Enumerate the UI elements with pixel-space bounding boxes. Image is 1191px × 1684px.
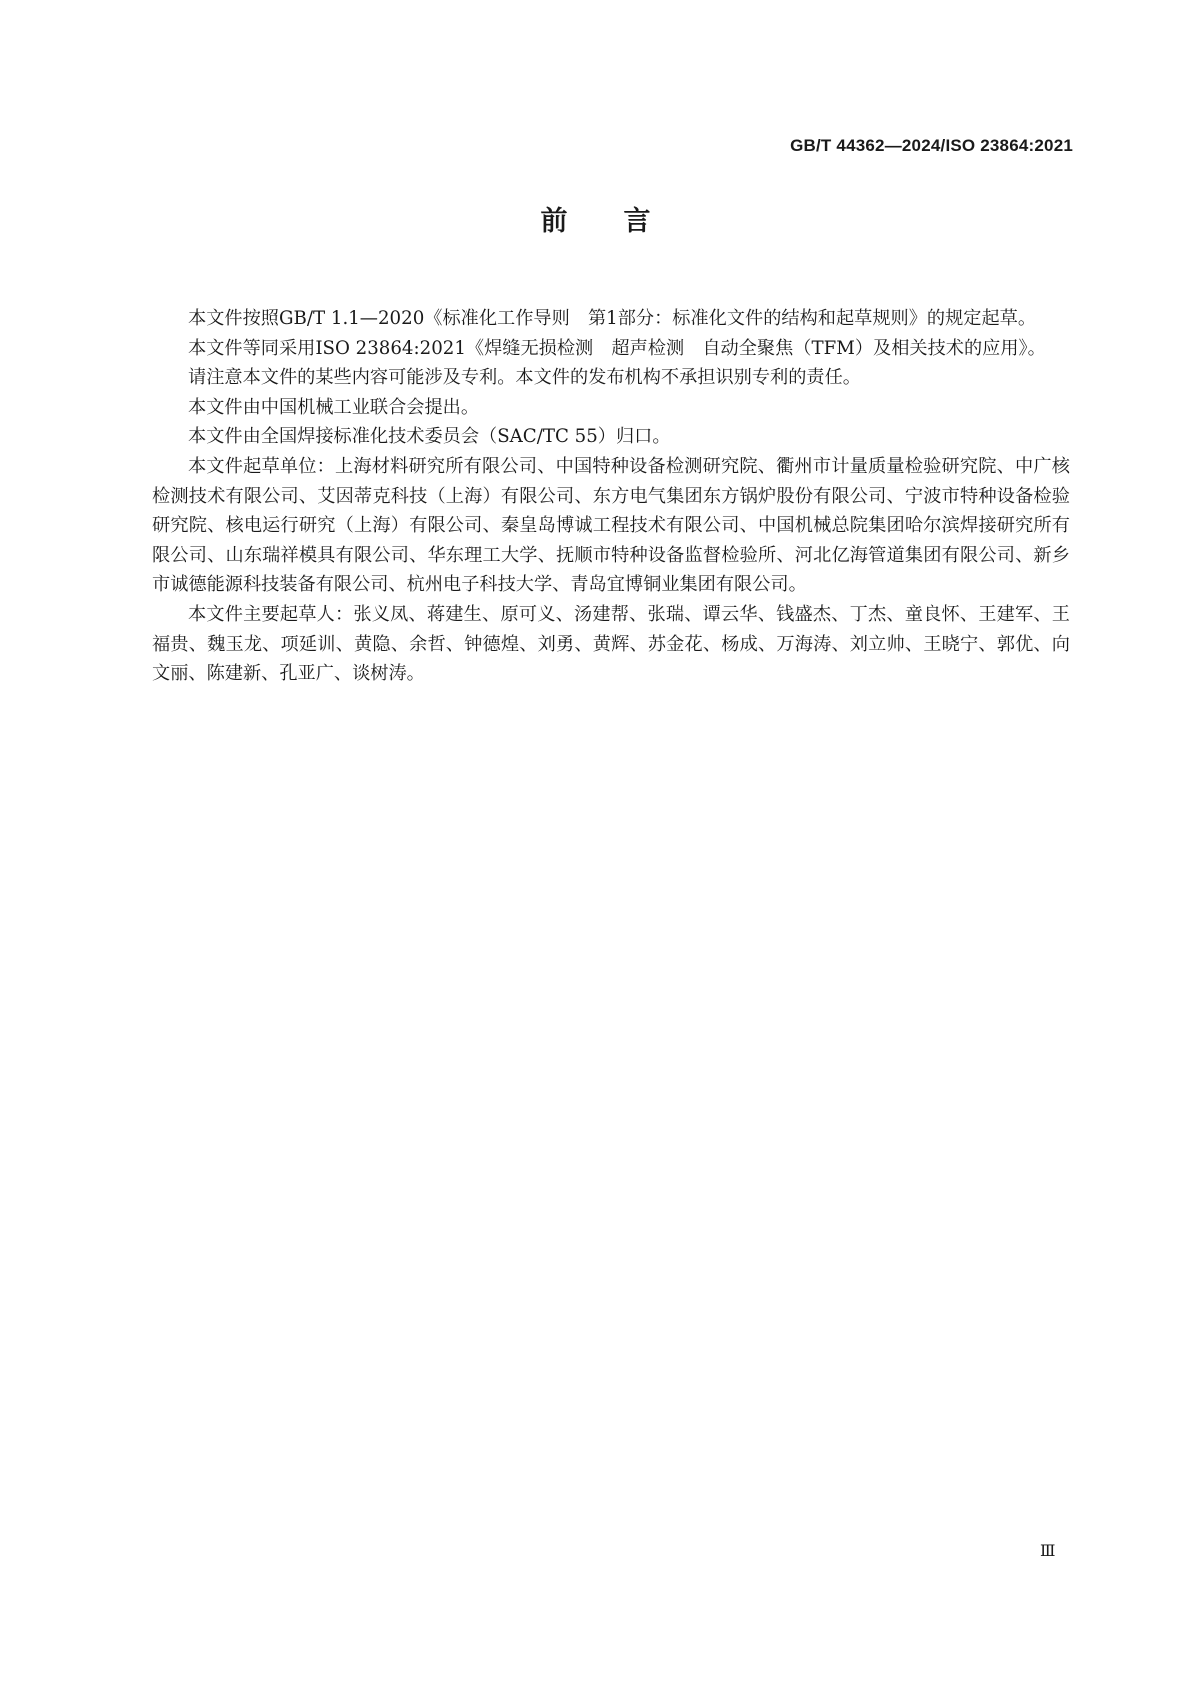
paragraph-iso-adoption: 本文件等同采用ISO 23864:2021《焊缝无损检测 超声检测 自动全聚焦（TFM）及相关技术的应用》。 (188, 337, 1046, 359)
paragraph-drafting-units: 本文件起草单位：上海材料研究所有限公司、中国特种设备检测研究院、衢州市计量质量检验研究院、中广核检测技术有限公司、艾因蒂克科技（上海）有限公司、东方电气集团东方锅炉股份有限公司、宁波市特种设备检验研究院、核电运行研究（上海）有限公司、秦皇岛博诚工程技术有限公司、中国机械总院集团哈尔滨焊接研究所有限公司、山东瑞祥模具有限公司、华东理工大学、抚顺市特种设备监督检验所、河北亿海管道集团有限公司、新乡市诚德能源科技装备有限公司、杭州电子科技大学、青岛宜博铜业集团有限公司。 (152, 455, 1070, 596)
paragraph-drafting-rules: 本文件按照GB/T 1.1—2020《标准化工作导则 第1部分：标准化文件的结构和起草规则》的规定起草。 (188, 308, 1037, 329)
paragraph-technical-committee: 本文件由全国焊接标准化技术委员会（SAC/TC 55）归口。 (188, 426, 671, 448)
standard-number: GB/T 44362—2024/ISO 23864:2021 (790, 136, 1073, 155)
paragraph-patent-notice: 请注意本文件的某些内容可能涉及专利。本文件的发布机构不承担识别专利的责任。 (188, 367, 861, 389)
paragraph-proposer: 本文件由中国机械工业联合会提出。 (188, 396, 480, 418)
foreword-body (152, 304, 1070, 689)
paragraph-drafters: 本文件主要起草人：张义凤、蒋建生、原可义、汤建帮、张瑞、谭云华、钱盛杰、丁杰、童良怀、王建军、王福贵、魏玉龙、项延训、黄隐、余哲、钟德煌、刘勇、黄辉、苏金花、杨成、万海涛、刘立帅、王晓宁、郭优、向文丽、陈建新、孔亚广、谈树涛。 (152, 603, 1070, 685)
page-title: 前言 (540, 206, 707, 237)
page-number: Ⅲ (1040, 1541, 1056, 1560)
